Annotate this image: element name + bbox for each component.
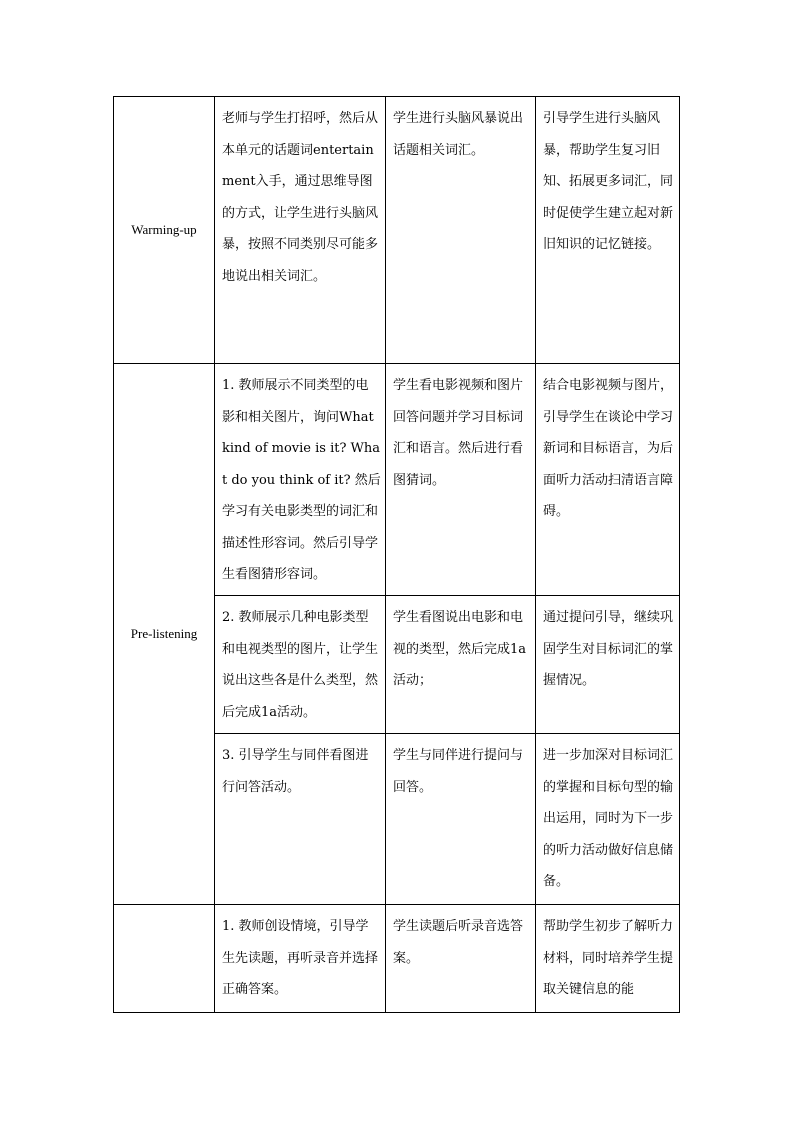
stage-cell — [114, 97, 215, 364]
table-row-warming-up — [114, 97, 680, 364]
stage-cell — [114, 364, 215, 905]
stage-label: Pre-listening — [130, 626, 198, 642]
teacher-activity-cell: 3. 引导学生与同伴看图进行问答活动。 — [215, 734, 386, 905]
purpose-cell: 结合电影视频与图片，引导学生在谈论中学习新词和目标语言，为后面听力活动扫清语言障碍。 — [536, 364, 680, 596]
stage-cell — [114, 905, 215, 1013]
teacher-activity-cell: 1. 教师展示不同类型的电影和相关图片，询问What kind of movie is it? What do you think of it? 然后学习有关电影类型的词汇和描述性形容词。然后引导学生看图猜形容词。 — [215, 364, 386, 596]
teacher-activity-cell: 2. 教师展示几种电影类型和电视类型的图片，让学生说出这些各是什么类型，然后完成1a活动。 — [215, 596, 386, 734]
lesson-plan-table — [113, 96, 680, 1013]
purpose-cell: 进一步加深对目标词汇的掌握和目标句型的输出运用，同时为下一步的听力活动做好信息储备。 — [536, 734, 680, 905]
student-activity-cell: 学生进行头脑风暴说出话题相关词汇。 — [386, 97, 536, 364]
purpose-cell: 帮助学生初步了解听力材料，同时培养学生提取关键信息的能 — [536, 905, 680, 1013]
student-activity-cell: 学生看图说出电影和电视的类型，然后完成1a活动； — [386, 596, 536, 734]
purpose-cell: 通过提问引导，继续巩固学生对目标词汇的掌握情况。 — [536, 596, 680, 734]
teacher-activity-cell: 1. 教师创设情境，引导学生先读题，再听录音并选择正确答案。 — [215, 905, 386, 1013]
purpose-cell: 引导学生进行头脑风暴，帮助学生复习旧知、拓展更多词汇，同时促使学生建立起对新旧知识的记忆链接。 — [536, 97, 680, 364]
student-activity-cell: 学生与同伴进行提问与回答。 — [386, 734, 536, 905]
table-row-while-listening — [114, 905, 680, 1013]
student-activity-cell: 学生读题后听录音选答案。 — [386, 905, 536, 1013]
table-row-pre-listening-1 — [114, 364, 680, 596]
teacher-activity-cell: 老师与学生打招呼，然后从本单元的话题词entertainment入手，通过思维导图的方式，让学生进行头脑风暴，按照不同类别尽可能多地说出相关词汇。 — [215, 97, 386, 364]
student-activity-cell: 学生看电影视频和图片回答问题并学习目标词汇和语言。然后进行看图猜词。 — [386, 364, 536, 596]
stage-label: Warming-up — [131, 222, 197, 238]
